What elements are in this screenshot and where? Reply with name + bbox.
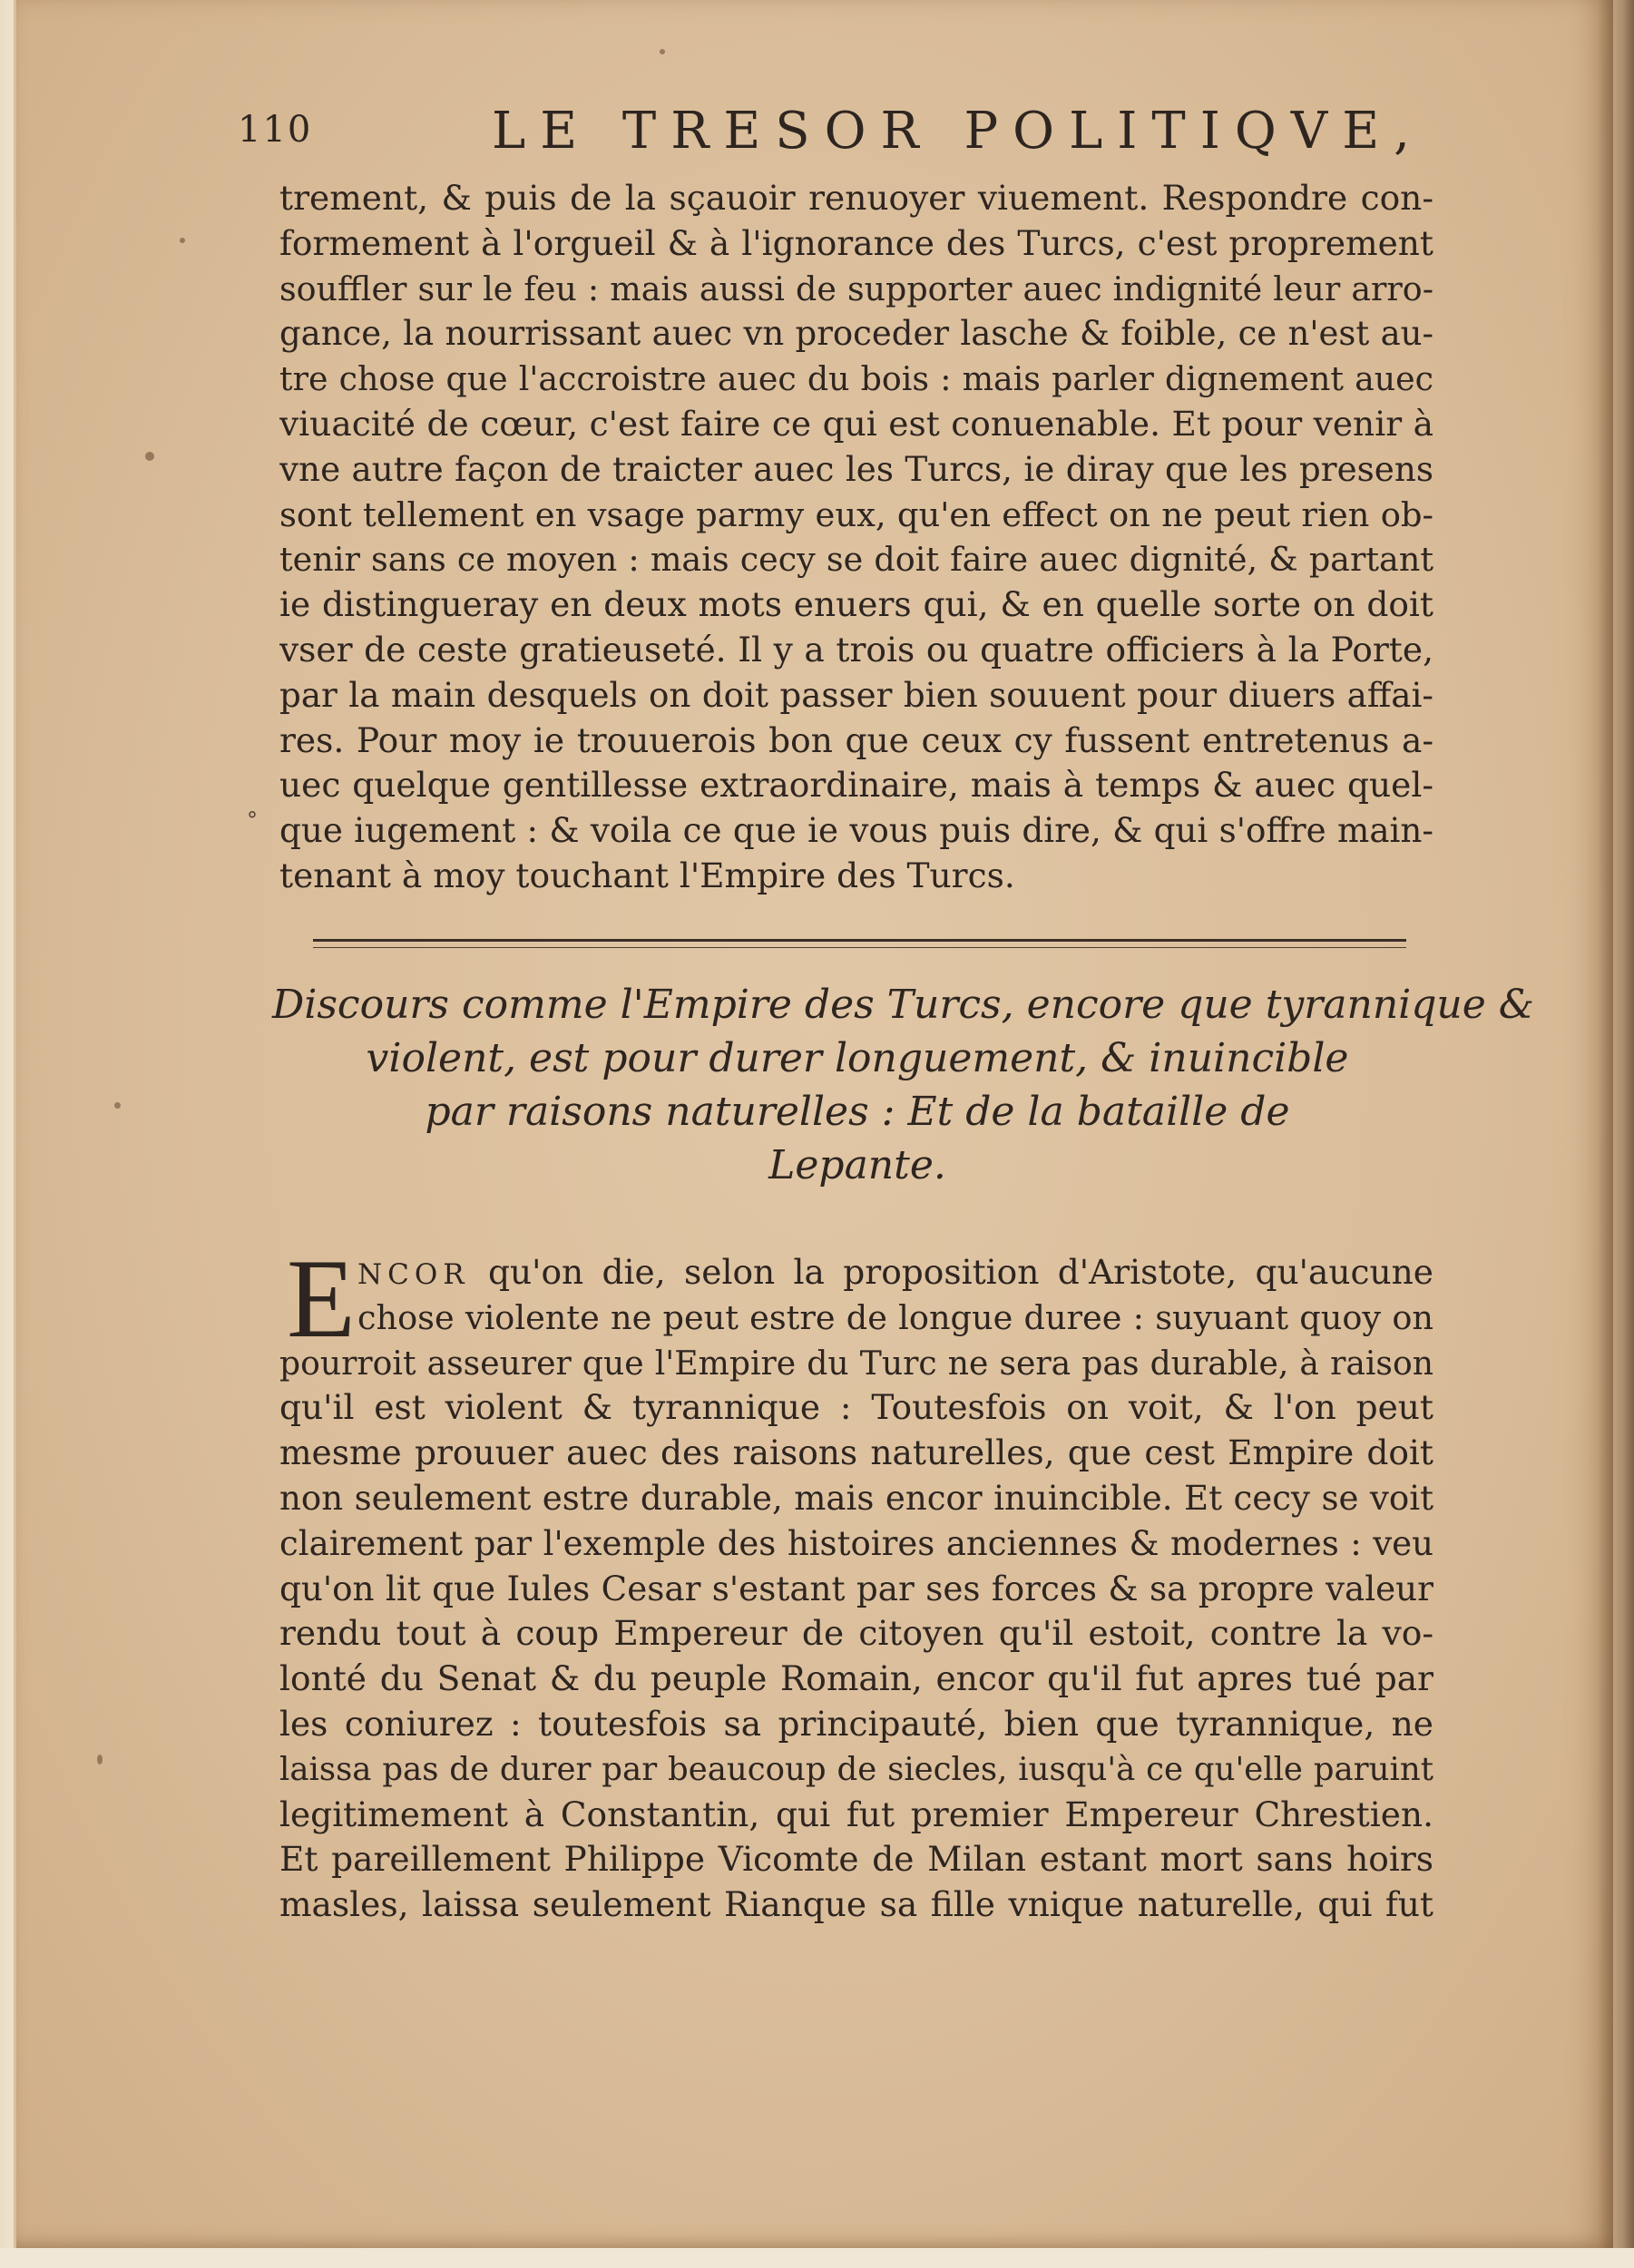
text-line: vser de ceste gratieuseté. Il y a trois ou quatre officiers à la Porte, (279, 629, 1433, 670)
text-line: souffler sur le feu : mais aussi de supporter auec indignité leur arro- (279, 269, 1433, 308)
text-line: legitimement à Constantin, qui fut premier Empereur Chrestien. (279, 1794, 1433, 1834)
text-line: trement, & puis de la sçauoir renuoyer viuement. Respondre con- (279, 178, 1433, 218)
page-number: 110 (238, 109, 313, 151)
heading-line: Discours comme l'Empire des Turcs, encore que tyrannique & (272, 982, 1534, 1028)
foxing-spot (180, 238, 185, 243)
heading-line: Lepante. (768, 1142, 946, 1188)
text-line: Et pareillement Philippe Vicomte de Milan estant mort sans hoirs (279, 1839, 1433, 1880)
text-line-second: chose violente ne peut estre de longue duree : suyuant quoy on (357, 1297, 1433, 1337)
foxing-spot (660, 49, 665, 54)
text-line: pourroit asseurer que l'Empire du Turc ne sera pas durable, à raison (279, 1343, 1433, 1383)
text-line: viuacité de cœur, c'est faire ce qui est conuenable. Et pour venir à (279, 403, 1433, 444)
text-line: rendu tout à coup Empereur de citoyen qu'il estoit, contre la vo- (279, 1613, 1433, 1654)
text-line: gance, la nourrissant auec vn proceder lasche & foible, ce n'est au- (279, 314, 1433, 354)
text-line: non seulement estre durable, mais encor inuincible. Et cecy se voit (279, 1478, 1433, 1518)
foxing-spot (114, 1102, 121, 1109)
page-gutter-shadow (1598, 0, 1634, 2248)
section-rule-thin (313, 947, 1406, 948)
text-line: ie distingueray en deux mots enuers qui, & en quelle sorte on doit (279, 584, 1433, 625)
text-line: tenir sans ce moyen : mais cecy se doit faire auec dignité, & partant (279, 540, 1433, 580)
text-line: uec quelque gentillesse extraordinaire, mais à temps & auec quel- (279, 765, 1433, 806)
text-line: formement à l'orgueil & à l'ignorance des Turcs, c'est proprement (279, 222, 1433, 263)
chapter-heading (272, 978, 1534, 1192)
text-line: sont tellement en vsage parmy eux, qu'en effect on ne peut rien ob- (279, 494, 1433, 534)
text-line: res. Pour moy ie trouuerois bon que ceux cy fussent entretenus a- (279, 719, 1433, 760)
text-line: laissa pas de durer par beaucoup de siecles, iusqu'à ce qu'elle paruint (279, 1750, 1433, 1788)
scan-bottom-edge (0, 2248, 1634, 2268)
drop-cap: E (287, 1237, 356, 1361)
running-title: LE TRESOR POLITIQVE, (492, 102, 1424, 161)
text-line: que iugement : & voila ce que ie vous puis dire, & qui s'offre main- (279, 810, 1433, 851)
text-line: les coniurez : toutesfois sa principauté, bien que tyrannique, ne (279, 1703, 1433, 1744)
heading-line: par raisons naturelles : Et de la bataille de (425, 1089, 1290, 1135)
text-line: clairement par l'exemple des histoires anciennes & modernes : veu (279, 1523, 1433, 1563)
margin-mark: ° (247, 807, 258, 833)
text-line: qu'on lit que Iules Cesar s'estant par ses forces & sa propre valeur (279, 1568, 1433, 1608)
paragraph-main (279, 1250, 1433, 1928)
text-line: tre chose que l'accroistre auec du bois : mais parler dignement auec (279, 359, 1433, 399)
section-rule (313, 939, 1406, 942)
small-caps-lead: NCOR (357, 1258, 470, 1291)
heading-line: violent, est pour durer longuement, & inuincible (366, 1035, 1349, 1081)
first-line-rest: qu'on die, selon la proposition d'Aristote, qu'aucune (469, 1252, 1433, 1292)
text-line: qu'il est violent & tyrannique : Toutesfois on voit, & l'on peut (279, 1387, 1433, 1428)
running-header (238, 102, 1499, 161)
text-line: par la main desquels on doit passer bien souuent pour diuers affai- (279, 674, 1433, 715)
paragraph-continued (279, 176, 1433, 899)
text-line: masles, laissa seulement Rianque sa fille vnique naturelle, qui fut (279, 1884, 1433, 1925)
text-line-first (279, 1250, 1433, 1295)
foxing-spot (97, 1755, 103, 1765)
text-line: lonté du Senat & du peuple Romain, encor qu'il fut apres tué par (279, 1658, 1433, 1699)
foxing-spot (145, 452, 154, 461)
text-line: tenant à moy touchant l'Empire des Turcs. (279, 855, 1015, 895)
text-line: mesme prouuer auec des raisons naturelles, que cest Empire doit (279, 1432, 1433, 1473)
text-line: vne autre façon de traicter auec les Turcs, ie diray que les presens (279, 448, 1433, 489)
